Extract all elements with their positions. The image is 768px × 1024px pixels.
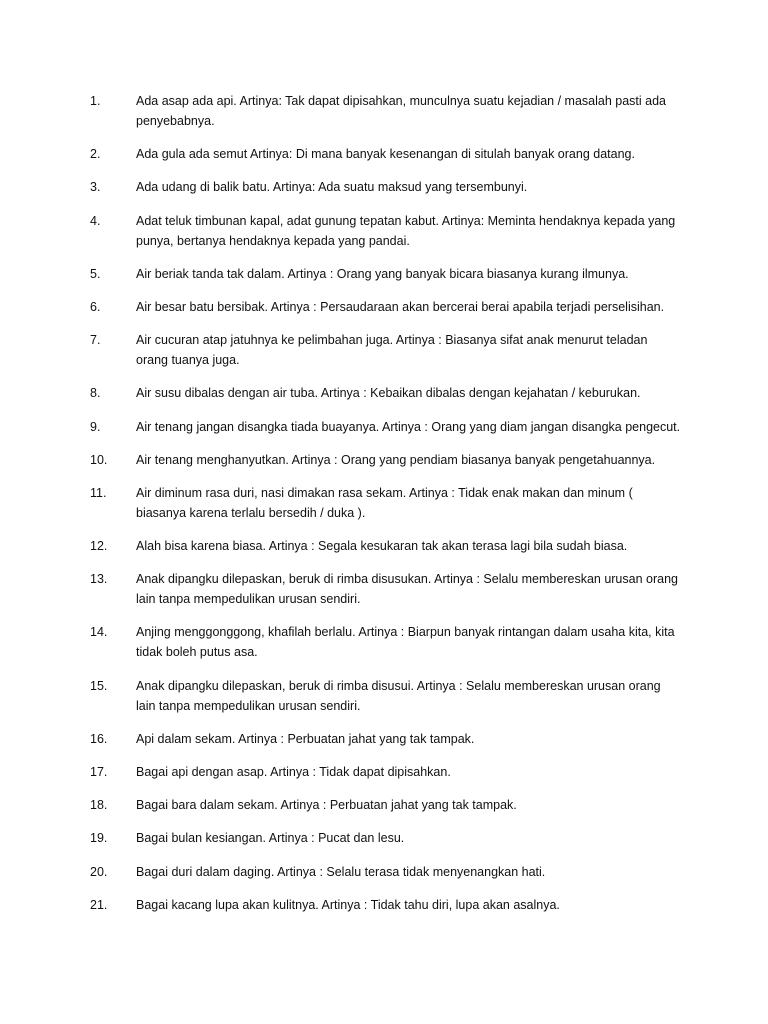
list-item — [0, 729, 768, 749]
item-text: Air besar batu bersibak. Artinya : Persaudaraan akan bercerai berai apabila terjadi perselisihan. — [136, 299, 665, 314]
item-number: 16. — [90, 731, 108, 746]
list-item — [0, 144, 768, 164]
item-text: Ada udang di balik batu. Artinya: Ada suatu maksud yang tersembunyi. — [136, 180, 528, 195]
item-text: Air tenang jangan disangka tiada buayanya. Artinya : Orang yang diam jangan disangka pengecut. — [136, 419, 681, 434]
item-number: 15. — [90, 678, 108, 693]
list-item — [0, 450, 768, 470]
list-item — [0, 297, 768, 317]
item-number: 4. — [90, 213, 101, 228]
item-text: Bagai kacang lupa akan kulitnya. Artinya : Tidak tahu diri, lupa akan asalnya. — [136, 897, 560, 912]
item-number: 1. — [90, 94, 101, 108]
item-text: Air tenang menghanyutkan. Artinya : Orang yang pendiam biasanya banyak pengetahuannya. — [136, 452, 656, 467]
item-text: Air susu dibalas dengan air tuba. Artinya : Kebaikan dibalas dengan kejahatan / keburukan. — [136, 386, 641, 401]
item-number: 10. — [90, 452, 108, 467]
list-item — [0, 569, 768, 609]
item-text: Bagai api dengan asap. Artinya : Tidak dapat dipisahkan. — [136, 765, 451, 779]
item-text: Anjing menggonggong, khafilah berlalu. Artinya : Biarpun banyak rintangan dalam usaha kita, kita tidak boleh putus asa. — [136, 625, 675, 660]
item-number: 6. — [90, 299, 101, 314]
list-item — [0, 417, 768, 437]
item-text: Bagai bulan kesiangan. Artinya : Pucat dan lesu. — [136, 831, 405, 846]
item-number: 9. — [90, 419, 101, 434]
item-text: Api dalam sekam. Artinya : Perbuatan jahat yang tak tampak. — [136, 731, 475, 746]
proverb-list — [0, 91, 768, 928]
item-number: 5. — [90, 266, 101, 281]
list-item — [0, 211, 768, 251]
list-item — [0, 862, 768, 882]
list-item — [0, 676, 768, 716]
item-number: 18. — [90, 798, 108, 813]
item-text: Bagai bara dalam sekam. Artinya : Perbuatan jahat yang tak tampak. — [136, 798, 517, 813]
item-text: Air cucuran atap jatuhnya ke pelimbahan juga. Artinya : Biasanya sifat anak menurut teladan orang tuanya juga. — [136, 333, 648, 368]
list-item — [0, 828, 768, 848]
item-number: 20. — [90, 864, 108, 879]
list-item — [0, 177, 768, 197]
item-text: Anak dipangku dilepaskan, beruk di rimba disusukan. Artinya : Selalu membereskan urusan orang lain tanpa mempedulikan urusan sendiri. — [136, 572, 678, 607]
list-item — [0, 383, 768, 403]
item-number: 2. — [90, 147, 101, 162]
item-number: 19. — [90, 831, 108, 846]
list-item — [0, 762, 768, 782]
list-item — [0, 895, 768, 915]
item-number: 8. — [90, 386, 101, 401]
item-text: Air diminum rasa duri, nasi dimakan rasa sekam. Artinya : Tidak enak makan dan minum ( biasanya karena terlalu bersedih / duka ). — [136, 485, 633, 520]
item-text: Anak dipangku dilepaskan, beruk di rimba disusui. Artinya : Selalu membereskan urusan orang lain tanpa mempedulikan urusan sendiri. — [136, 678, 661, 713]
item-text: Adat teluk timbunan kapal, adat gunung tepatan kabut. Artinya: Meminta hendaknya kepada yang punya, bertanya hendaknya kepada yang pandai. — [136, 213, 676, 248]
item-number: 12. — [90, 539, 108, 554]
list-item — [0, 330, 768, 370]
list-item — [0, 536, 768, 556]
item-number: 11. — [90, 485, 107, 500]
item-text: Alah bisa karena biasa. Artinya : Segala kesukaran tak akan terasa lagi bila sudah biasa. — [136, 539, 628, 554]
list-item — [0, 483, 768, 523]
item-text: Ada gula ada semut Artinya: Di mana banyak kesenangan di situlah banyak orang datang. — [136, 147, 635, 162]
item-number: 21. — [90, 897, 108, 912]
list-item — [0, 91, 768, 131]
item-number: 3. — [90, 180, 101, 195]
list-item — [0, 622, 768, 662]
item-number: 14. — [90, 625, 108, 640]
item-text: Bagai duri dalam daging. Artinya : Selalu terasa tidak menyenangkan hati. — [136, 864, 546, 879]
list-item — [0, 795, 768, 815]
list-item — [0, 264, 768, 284]
item-number: 17. — [90, 765, 108, 779]
item-number: 13. — [90, 572, 108, 587]
item-number: 7. — [90, 333, 101, 348]
item-text: Air beriak tanda tak dalam. Artinya : Orang yang banyak bicara biasanya kurang ilmunya. — [136, 266, 629, 281]
item-text: Ada asap ada api. Artinya: Tak dapat dipisahkan, munculnya suatu kejadian / masalah pasti ada penyebabnya. — [136, 94, 666, 128]
